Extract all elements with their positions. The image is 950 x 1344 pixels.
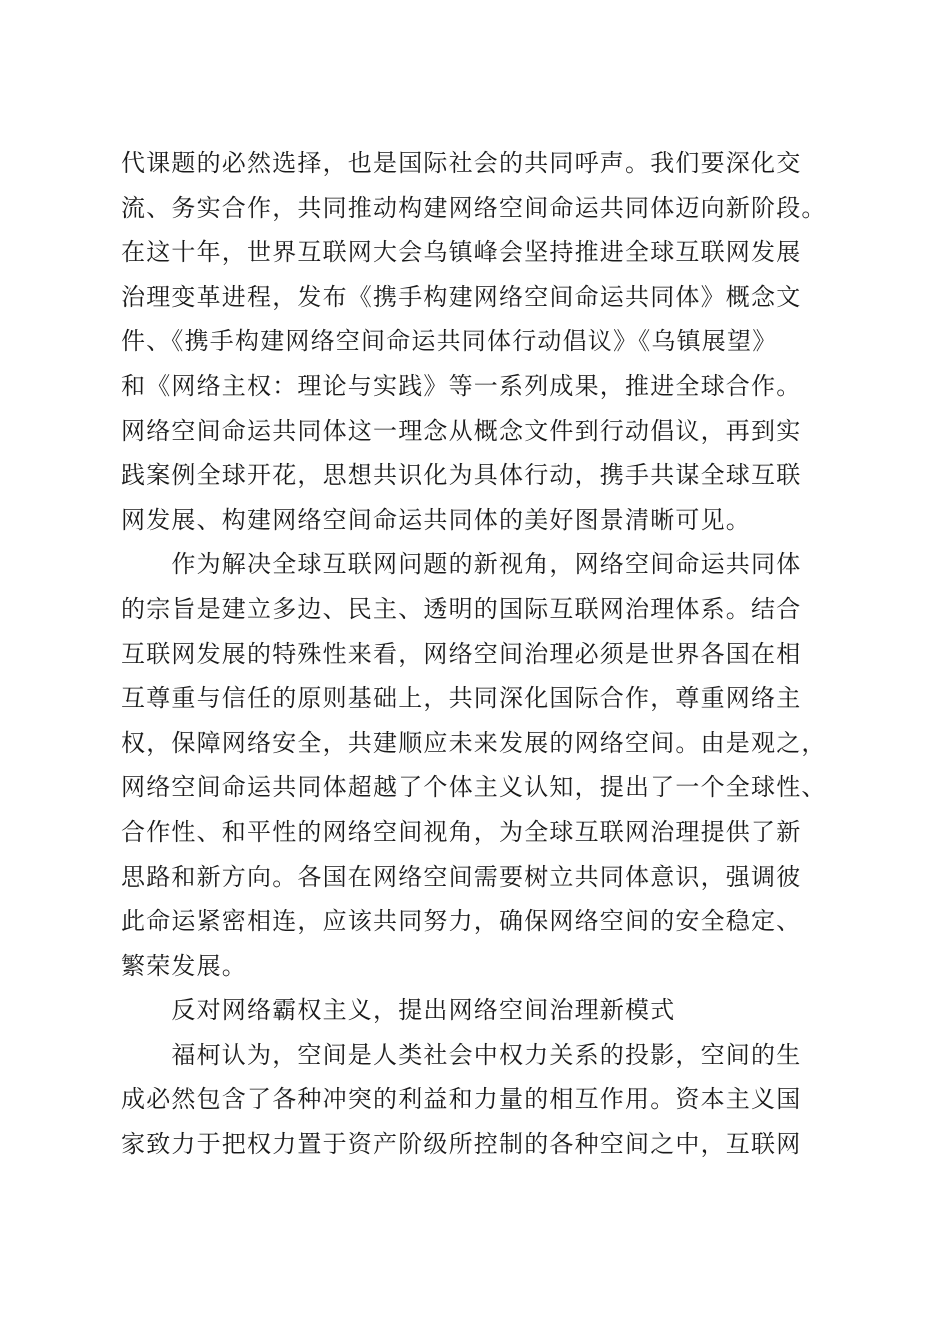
text-line: 网络空间命运共同体这一理念从概念文件到行动倡议，再到实 — [121, 416, 802, 445]
text-line: 繁荣发展。 — [121, 951, 247, 980]
text-line: 思路和新方向。各国在网络空间需要树立共同体意识，强调彼 — [121, 862, 802, 891]
text-line: 此命运紧密相连，应该共同努力，确保网络空间的安全稳定、 — [121, 907, 802, 936]
text-line: 践案例全球开花，思想共识化为具体行动，携手共谋全球互联 — [121, 461, 802, 490]
text-line: 网发展、构建网络空间命运共同体的美好图景清晰可见。 — [121, 505, 751, 534]
text-line: 代课题的必然选择，也是国际社会的共同呼声。我们要深化交 — [121, 149, 802, 177]
text-line: 成必然包含了各种冲突的利益和力量的相互作用。资本主义国 — [121, 1085, 802, 1114]
text-line: 件、《携手构建网络空间命运共同体行动倡议》《乌镇展望》 — [121, 327, 778, 356]
text-line: 作为解决全球互联网问题的新视角，网络空间命运共同体 — [121, 550, 802, 579]
text-line: 家致力于把权力置于资产阶级所控制的各种空间之中，互联网 — [121, 1130, 802, 1159]
text-line: 和《网络主权：理论与实践》等一系列成果，推进全球合作。 — [121, 371, 802, 400]
body-text — [121, 141, 841, 1167]
text-line: 福柯认为，空间是人类社会中权力关系的投影，空间的生 — [121, 1040, 802, 1069]
text-line: 互尊重与信任的原则基础上，共同深化国际合作，尊重网络主 — [121, 684, 802, 713]
text-line: 互联网发展的特殊性来看，网络空间治理必须是世界各国在相 — [121, 639, 802, 668]
text-line: 流、务实合作，共同推动构建网络空间命运共同体迈向新阶段。 — [121, 193, 827, 222]
text-line: 合作性、和平性的网络空间视角，为全球互联网治理提供了新 — [121, 817, 802, 846]
text-line: 在这十年，世界互联网大会乌镇峰会坚持推进全球互联网发展 — [121, 238, 802, 267]
text-line: 权，保障网络安全，共建顺应未来发展的网络空间。由是观之， — [121, 728, 827, 757]
text-line: 的宗旨是建立多边、民主、透明的国际互联网治理体系。结合 — [121, 594, 802, 623]
text-line: 网络空间命运共同体超越了个体主义认知，提出了一个全球性、 — [121, 773, 827, 802]
text-line: 治理变革进程，发布《携手构建网络空间命运共同体》概念文 — [121, 282, 802, 311]
section-heading: 反对网络霸权主义，提出网络空间治理新模式 — [121, 996, 676, 1025]
